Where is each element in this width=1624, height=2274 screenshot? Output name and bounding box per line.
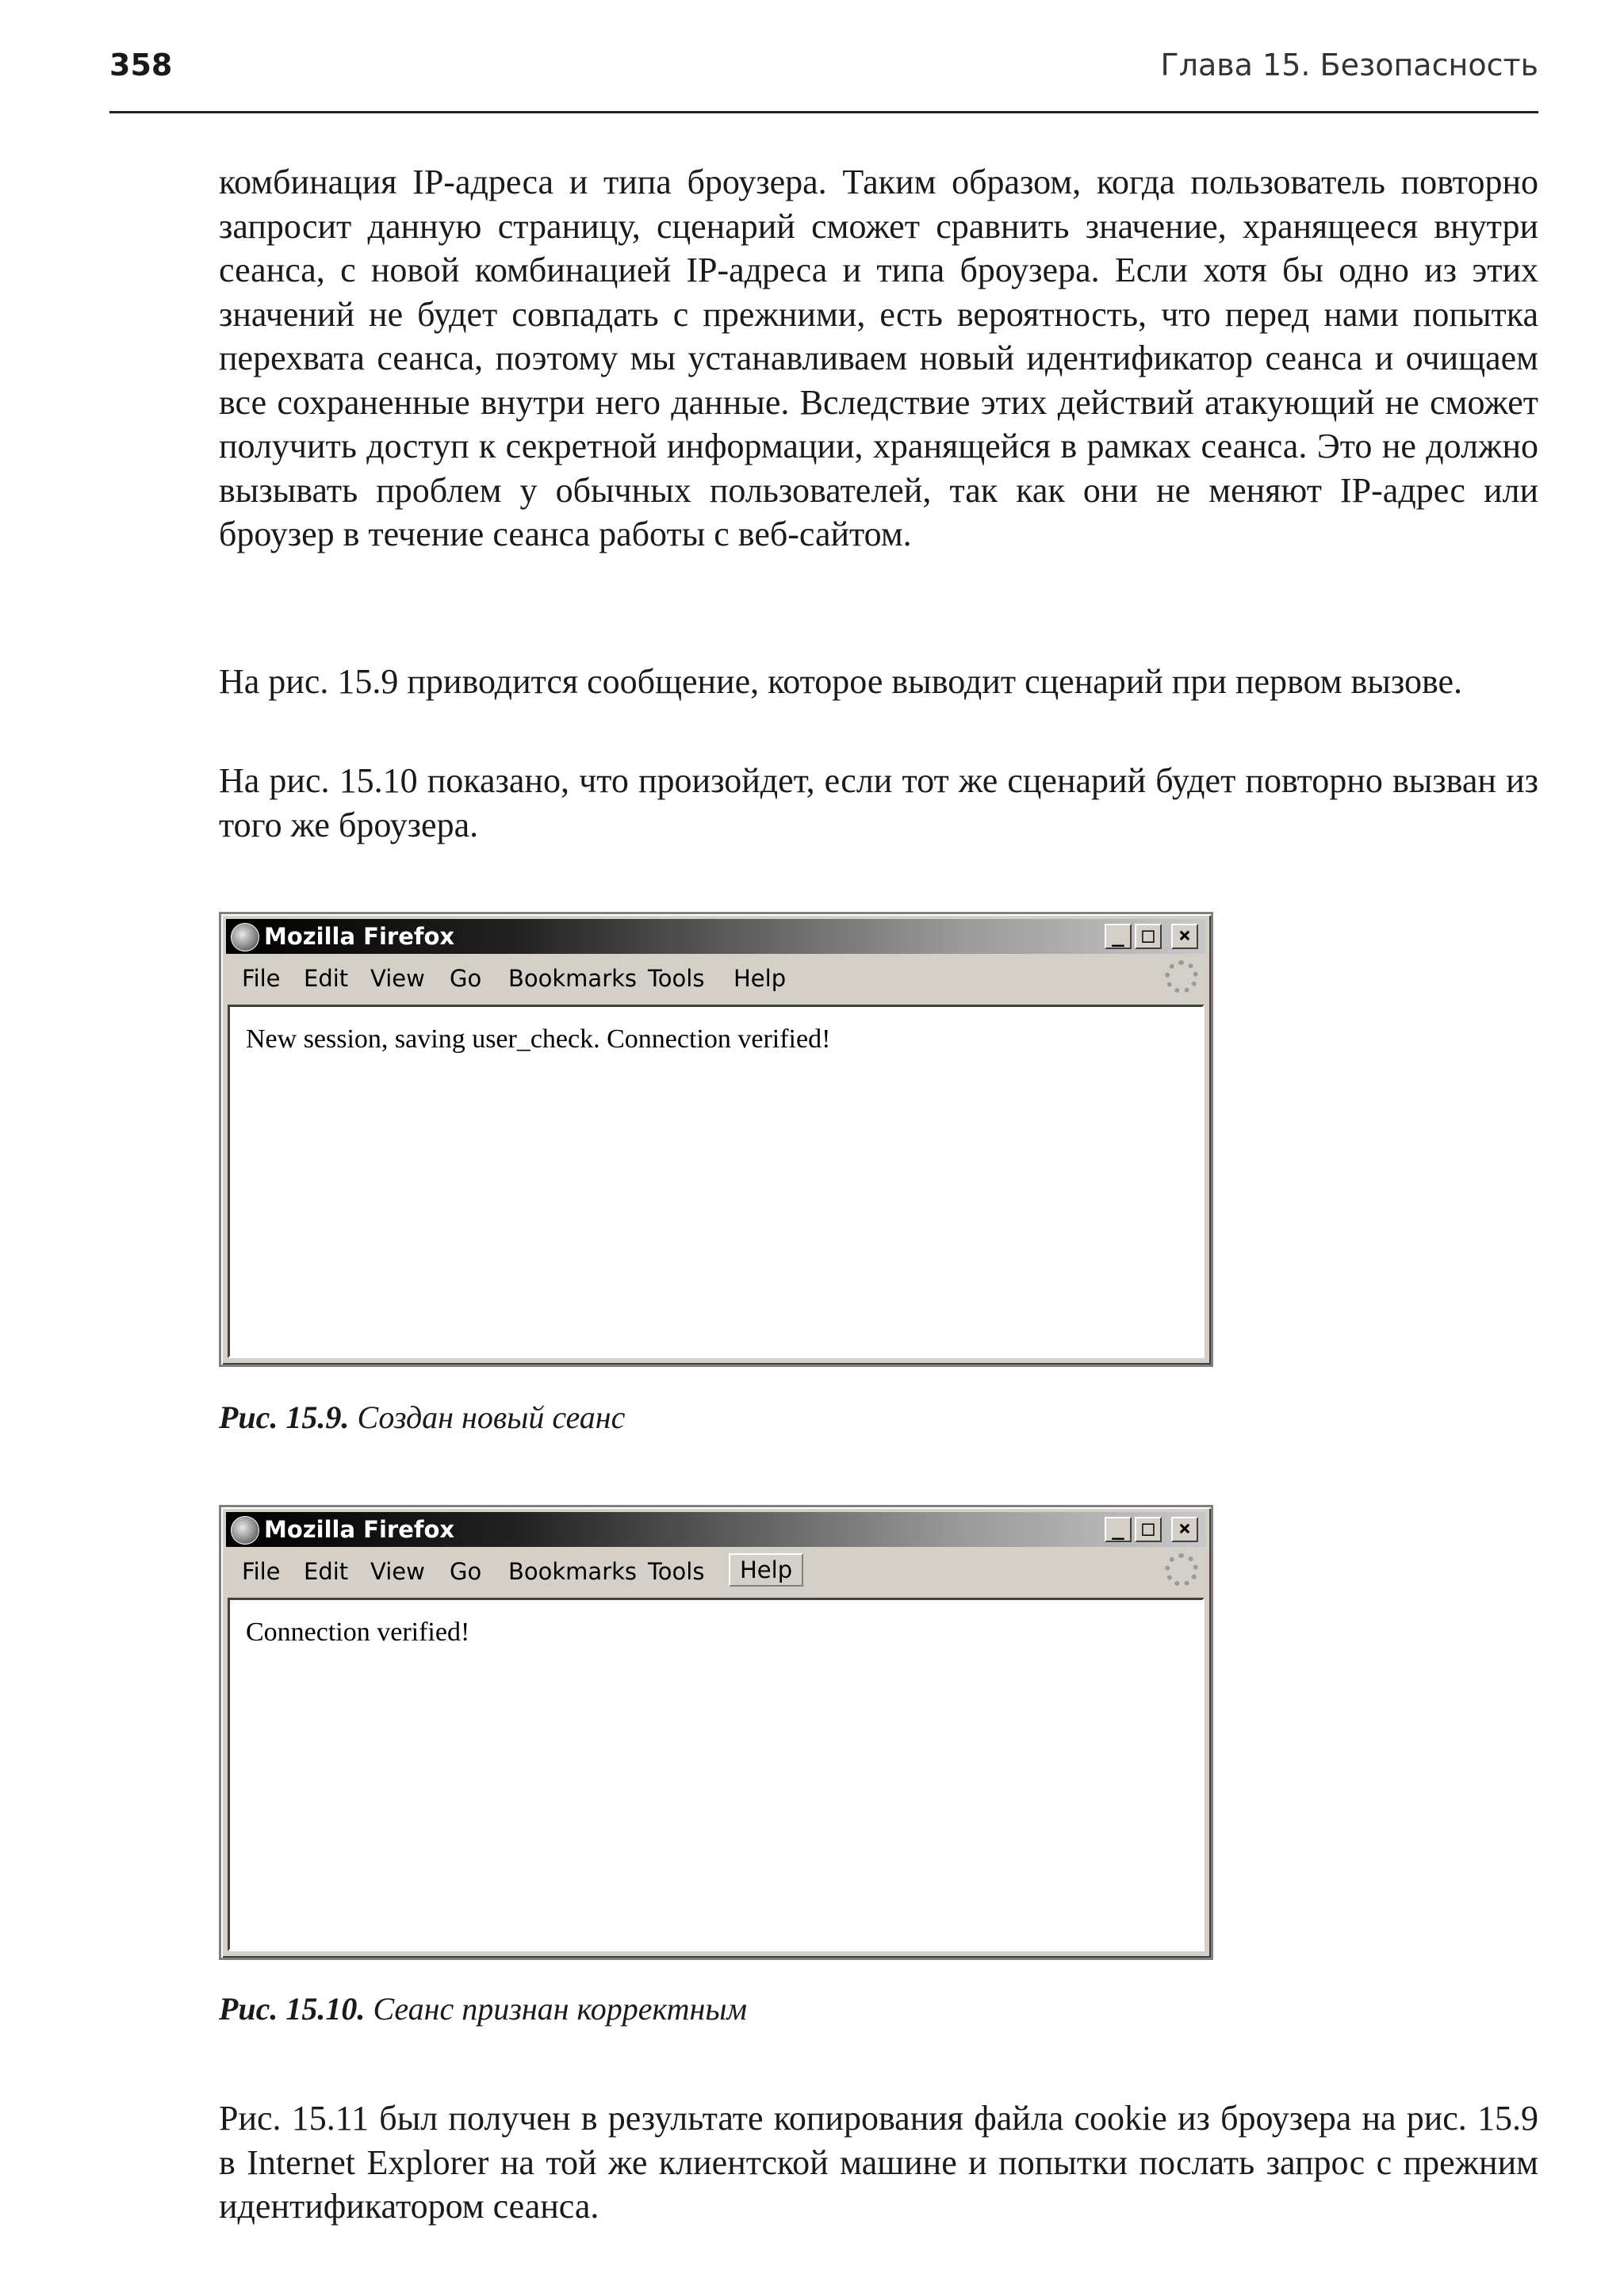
body-paragraph: На рис. 15.9 приводится сообщение, которое выводит сценарий при первом вызове.: [219, 662, 1463, 701]
menu-edit[interactable]: Edit: [304, 1558, 349, 1585]
menu-bar: [226, 1549, 1206, 1591]
window-title: Mozilla Firefox: [264, 923, 455, 950]
body-paragraph: На рис. 15.10 показано, что произойдет, если тот же сценарий будет повторно вызван из того же броузера.: [219, 761, 1538, 844]
minimize-button[interactable]: _: [1105, 1517, 1132, 1542]
page-number: 358: [109, 48, 173, 82]
menu-view[interactable]: View: [370, 965, 425, 992]
caption-text: Сеанс признан корректным: [373, 1991, 747, 2027]
close-button[interactable]: ×: [1171, 1517, 1198, 1542]
body-paragraph: Рис. 15.11 был получен в результате копирования файла cookie из броузера на рис. 15.9 в Internet Explorer на той же клиентской машине и попытки послать запрос с прежним идентификатором сеанса.: [219, 2099, 1538, 2226]
browser-window-figure-15-9: [219, 912, 1213, 1367]
throbber-icon: [1165, 1553, 1198, 1587]
menu-file[interactable]: File: [242, 1558, 281, 1585]
menu-go[interactable]: Go: [450, 965, 482, 992]
browser-window-figure-15-10: [219, 1505, 1213, 1960]
page-header: [109, 48, 1538, 113]
figure-caption: [219, 1990, 747, 2027]
page-content-area[interactable]: [228, 1598, 1205, 1951]
running-head: Глава 15. Безопасность: [1160, 48, 1538, 82]
menu-bar: [226, 955, 1206, 998]
window-title: Mozilla Firefox: [264, 1516, 455, 1543]
menu-go[interactable]: Go: [450, 1558, 482, 1585]
caption-text: Создан новый сеанс: [357, 1399, 626, 1435]
title-bar[interactable]: [226, 919, 1206, 954]
page-message: New session, saving user_check. Connection verified!: [246, 1024, 831, 1054]
menu-help[interactable]: Help: [733, 965, 787, 992]
menu-file[interactable]: File: [242, 965, 281, 992]
menu-bookmarks[interactable]: Bookmarks: [508, 1558, 638, 1585]
menu-tools[interactable]: Tools: [648, 965, 705, 992]
menu-view[interactable]: View: [370, 1558, 425, 1585]
menu-help[interactable]: Help: [729, 1553, 803, 1587]
title-bar[interactable]: [226, 1512, 1206, 1547]
body-paragraph: комбинация IP-адреса и типа броузера. Таким образом, когда пользователь повторно запросит данную страницу, сценарий сможет сравнить значение, хранящееся внутри сеанса, с новой комбинацией IP-адреса и типа броузера. Если хотя бы одно из этих значений не будет совпадать с прежними, есть вероятность, что перед нами попытка перехвата сеанса, поэтому мы устанавливаем новый идентификатор сеанса и очищаем все сохраненные внутри него данные. Вследствие этих действий атакующий не сможет получить доступ к секретной информации, хранящейся в рамках сеанса. Это не должно вызывать проблем у обычных пользователей, так как они не меняют IP-адрес или броузер в течение сеанса работы с веб-сайтом.: [219, 163, 1538, 553]
page-message: Connection verified!: [246, 1617, 470, 1647]
caption-label: Рис. 15.9.: [219, 1399, 350, 1435]
figure-caption: [219, 1399, 625, 1436]
firefox-logo-icon: [231, 923, 259, 951]
maximize-button[interactable]: □: [1135, 1517, 1162, 1542]
menu-bookmarks[interactable]: Bookmarks: [508, 965, 638, 992]
throbber-icon: [1165, 960, 1198, 993]
page-content-area[interactable]: [228, 1005, 1205, 1358]
maximize-button[interactable]: □: [1135, 924, 1162, 949]
firefox-logo-icon: [231, 1516, 259, 1545]
minimize-button[interactable]: _: [1105, 924, 1132, 949]
menu-edit[interactable]: Edit: [304, 965, 349, 992]
caption-label: Рис. 15.10.: [219, 1991, 366, 2027]
close-button[interactable]: ×: [1171, 924, 1198, 949]
menu-tools[interactable]: Tools: [648, 1558, 705, 1585]
